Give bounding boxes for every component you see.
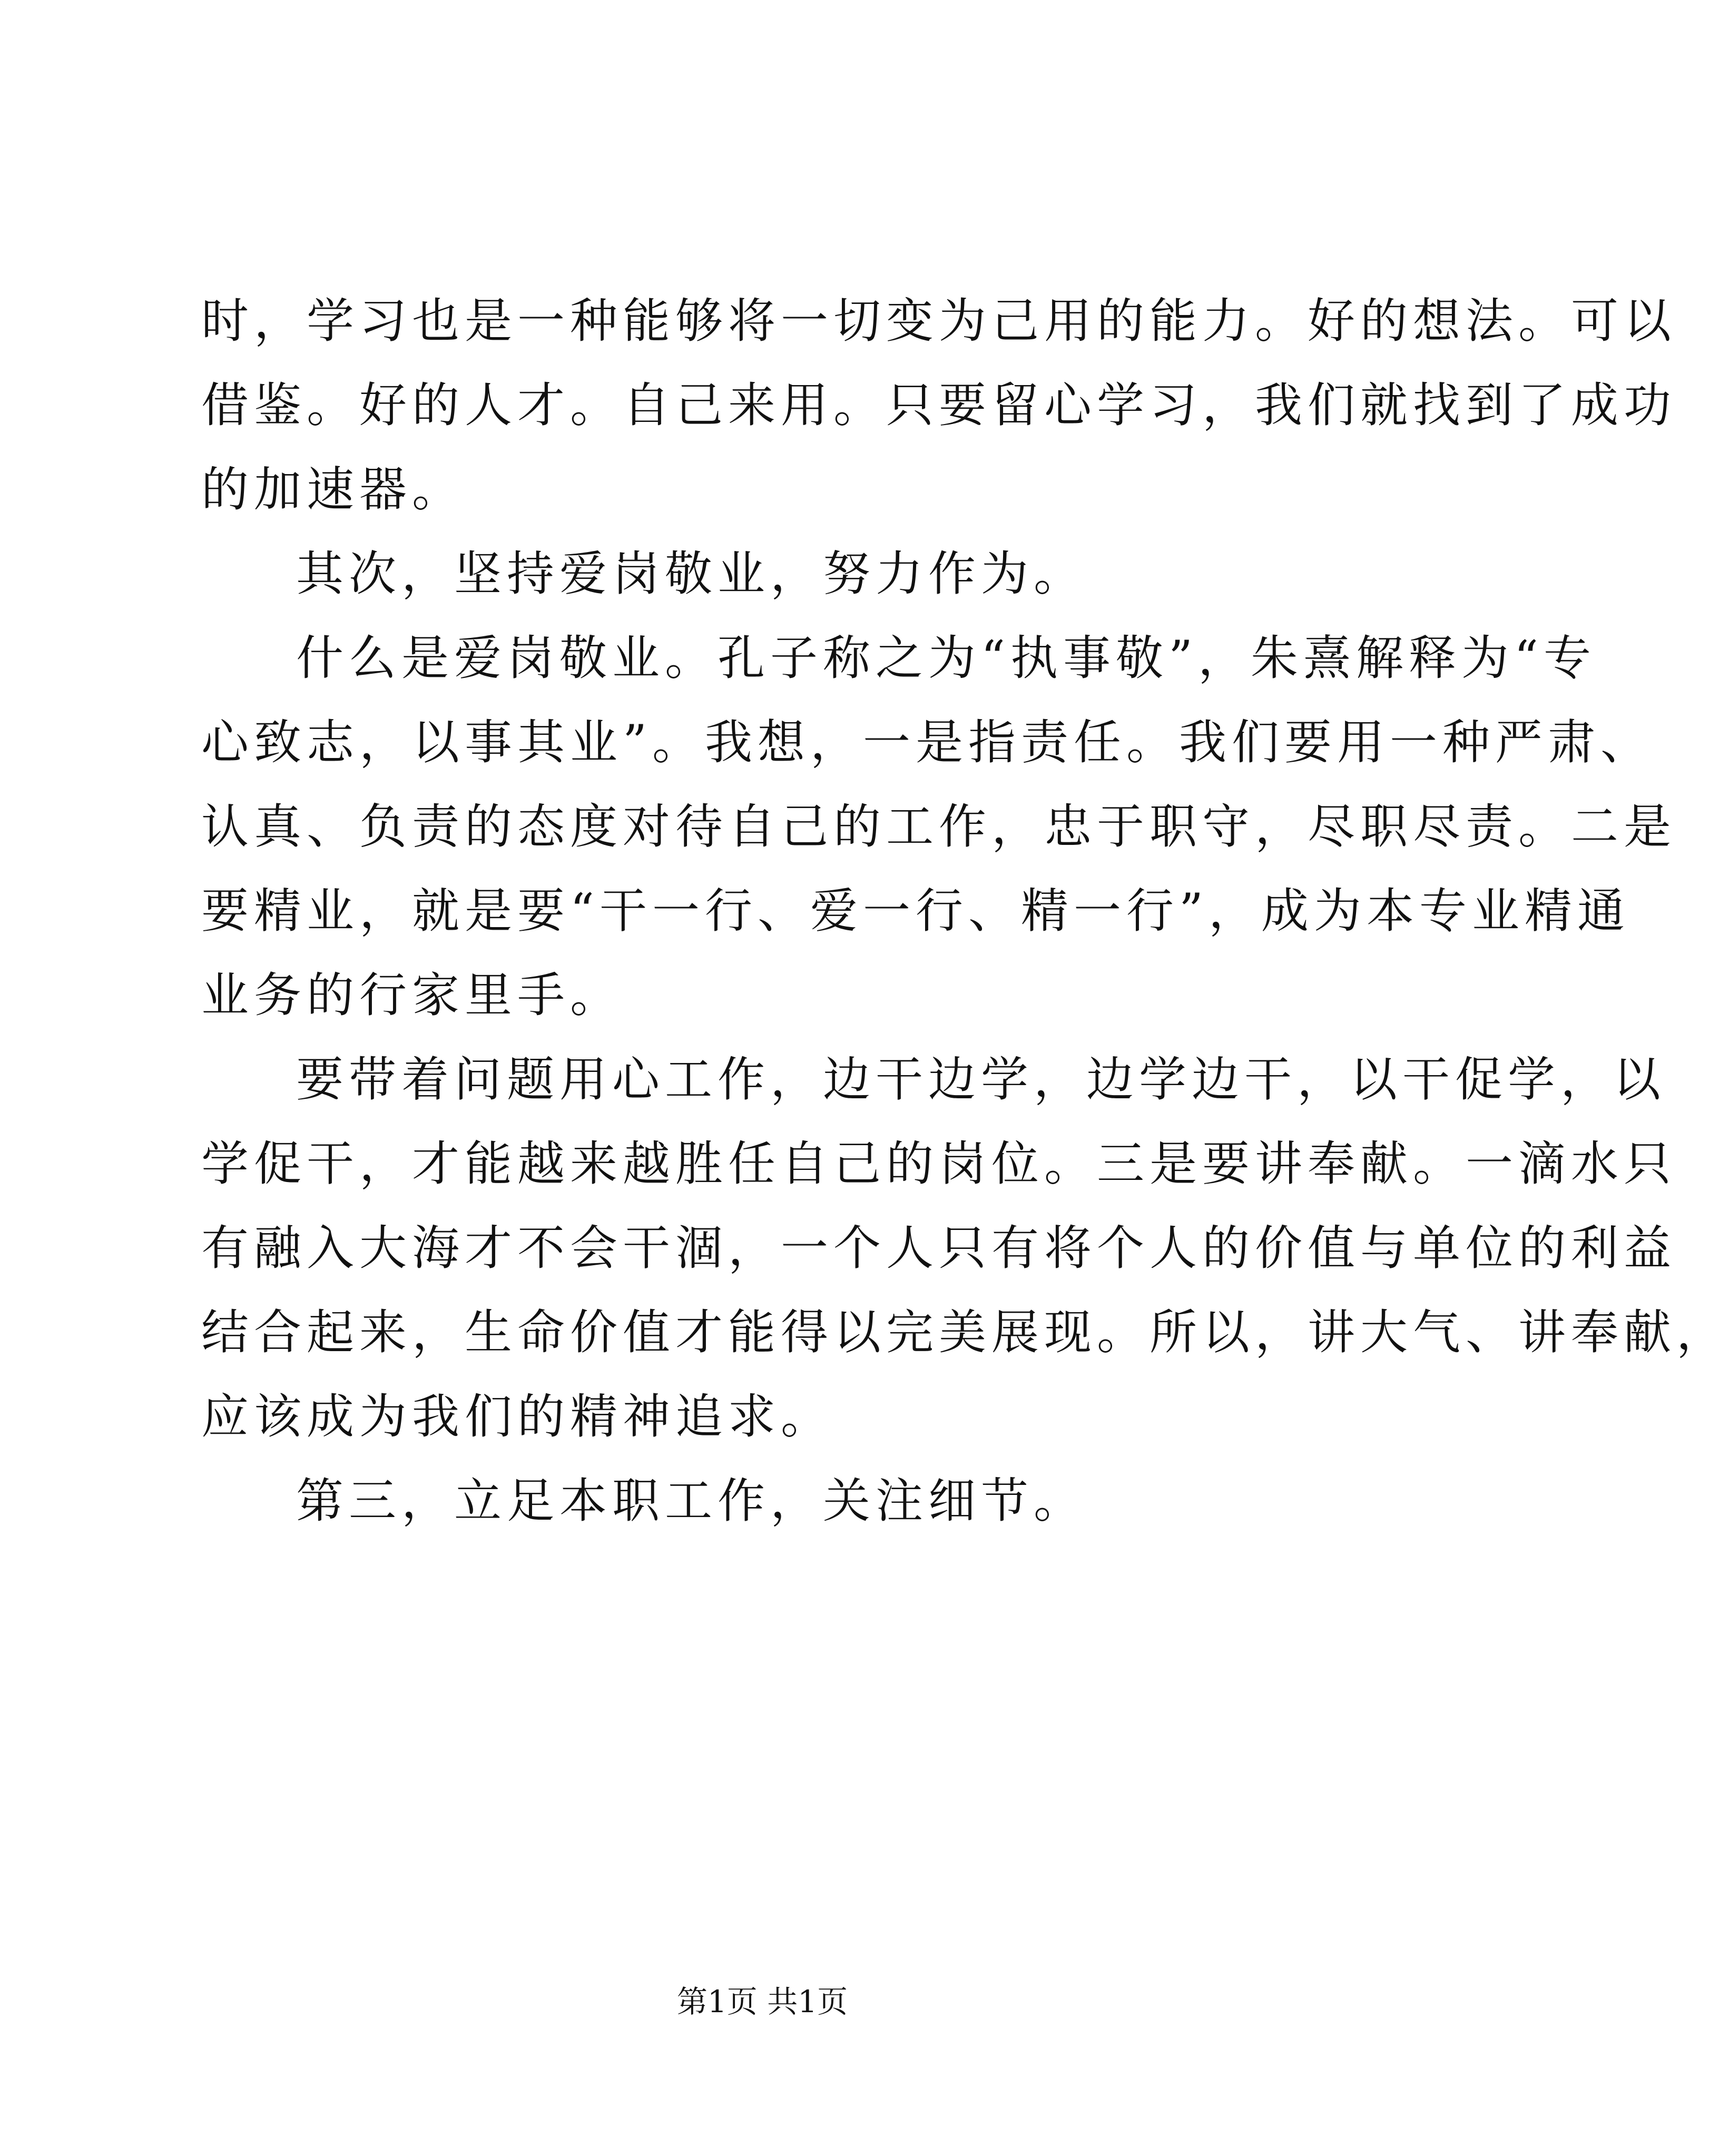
text-line: 学促干，才能越来越胜任自己的岗位。三是要讲奉献。一滴水只	[201, 1136, 1676, 1192]
text-line: 要精业，就是要“干一行、爱一行、精一行”，成为本专业精通	[201, 883, 1630, 939]
text-line: 认真、负责的态度对待自己的工作，忠于职守，尽职尽责。二是	[201, 799, 1676, 854]
text-line: 业务的行家里手。	[201, 968, 623, 1023]
section-heading: 第三，立足本职工作，关注细节。	[296, 1473, 1086, 1529]
text-line: 结合起来，生命价值才能得以完美展现。所以，讲大气、讲奉献，	[201, 1305, 1729, 1360]
text-line: 有融入大海才不会干涸，一个人只有将个人的价值与单位的利益	[201, 1220, 1676, 1276]
text-line: 应该成为我们的精神追求。	[201, 1389, 833, 1444]
text-line: 要带着问题用心工作，边干边学，边学边干，以干促学，以	[296, 1052, 1666, 1107]
text-line: 时，学习也是一种能够将一切变为己用的能力。好的想法。可以	[201, 293, 1676, 349]
text-line: 借鉴。好的人才。自己来用。只要留心学习，我们就找到了成功	[201, 378, 1676, 433]
document-body	[201, 279, 1729, 1543]
section-heading: 其次，坚持爱岗敬业，努力作为。	[296, 546, 1086, 602]
text-line: 心致志，以事其业”。我想，一是指责任。我们要用一种严肃、	[201, 715, 1654, 770]
text-line: 什么是爱岗敬业。孔子称之为“执事敬”，朱熹解释为“专	[296, 631, 1597, 686]
page-number-footer: 第1页 共1页	[676, 1984, 848, 2020]
text-line: 的加速器。	[201, 462, 465, 517]
